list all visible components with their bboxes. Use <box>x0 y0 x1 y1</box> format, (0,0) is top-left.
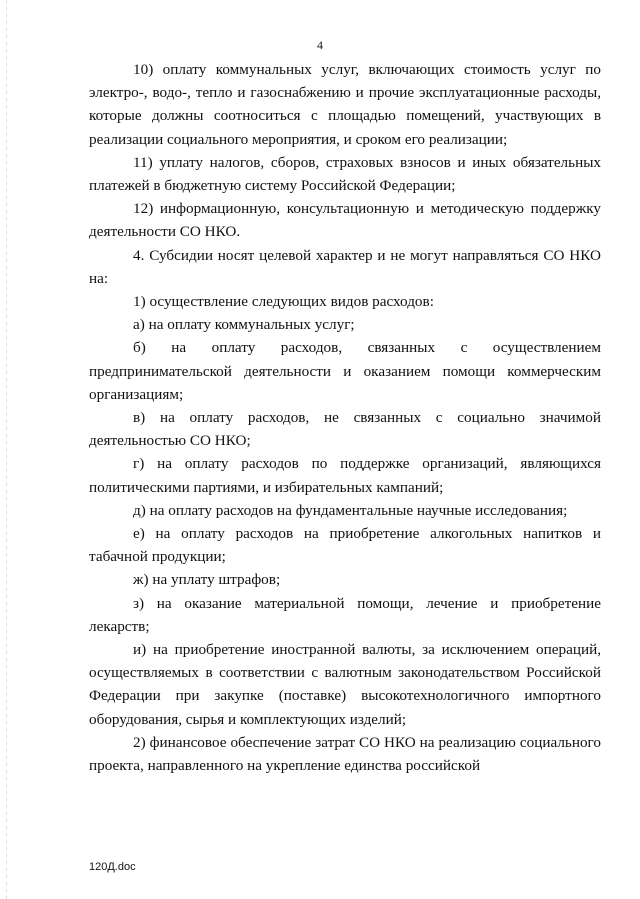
paragraph-letter-zh: ж) на уплату штрафов; <box>133 571 281 589</box>
paragraph-letter-e: е) на оплату расходов на приобретение алкогольных напитков и табачной продукции; <box>89 525 601 566</box>
paragraph-item-10: 10) оплату коммунальных услуг, включающих стоимость услуг по электро-, водо-, тепло и газоснабжению и прочие эксплуатационные расходы, которые должны соотноситься с площадью помещений, участвующих в реализации социального мероприятия, и сроком его реализации; <box>89 61 601 148</box>
paragraph-item-12: 12) информационную, консультационную и методическую поддержку деятельности СО НКО. <box>89 200 601 241</box>
paragraph-item-11: 11) уплату налогов, сборов, страховых взносов и иных обязательных платежей в бюджетную систему Российской Федерации; <box>89 153 601 195</box>
document-body <box>89 58 601 777</box>
footer-filename: 120Д.doc <box>89 861 136 873</box>
paragraph-letter-a: а) на оплату коммунальных услуг; <box>133 316 355 334</box>
paragraph-letter-v: в) на оплату расходов, не связанных с социально значимой деятельностью СО НКО; <box>89 409 601 450</box>
paragraph-letter-g: г) на оплату расходов по поддержке организаций, являющихся политическими партиями, и избирательных кампаний; <box>89 455 601 496</box>
paragraph-letter-b: б) на оплату расходов, связанных с осуществлением предпринимательской деятельности и оказанием помощи коммерческим организациям; <box>89 339 601 403</box>
paragraph-letter-d: д) на оплату расходов на фундаментальные научные исследования; <box>133 501 568 519</box>
paragraph-subitem-1: 1) осуществление следующих видов расходов: <box>133 293 434 311</box>
paragraph-letter-i: и) на приобретение иностранной валюты, за исключением операций, осуществляемых в соответствии с валютным законодательством Российской Федерации при закупке (поставке) высокотехнологичного импортного оборудования, сырья и комплектующих изделий; <box>89 641 601 728</box>
paragraph-letter-z: з) на оказание материальной помощи, лечение и приобретение лекарств; <box>89 594 601 635</box>
paragraph-section-4: 4. Субсидии носят целевой характер и не могут направляться СО НКО на: <box>89 246 601 287</box>
paragraph-subitem-2: 2) финансовое обеспечение затрат СО НКО на реализацию социального проекта, направленного на укрепление единства российской <box>89 733 601 775</box>
scan-edge-artifact <box>6 0 7 899</box>
page-number: 4 <box>317 38 323 52</box>
